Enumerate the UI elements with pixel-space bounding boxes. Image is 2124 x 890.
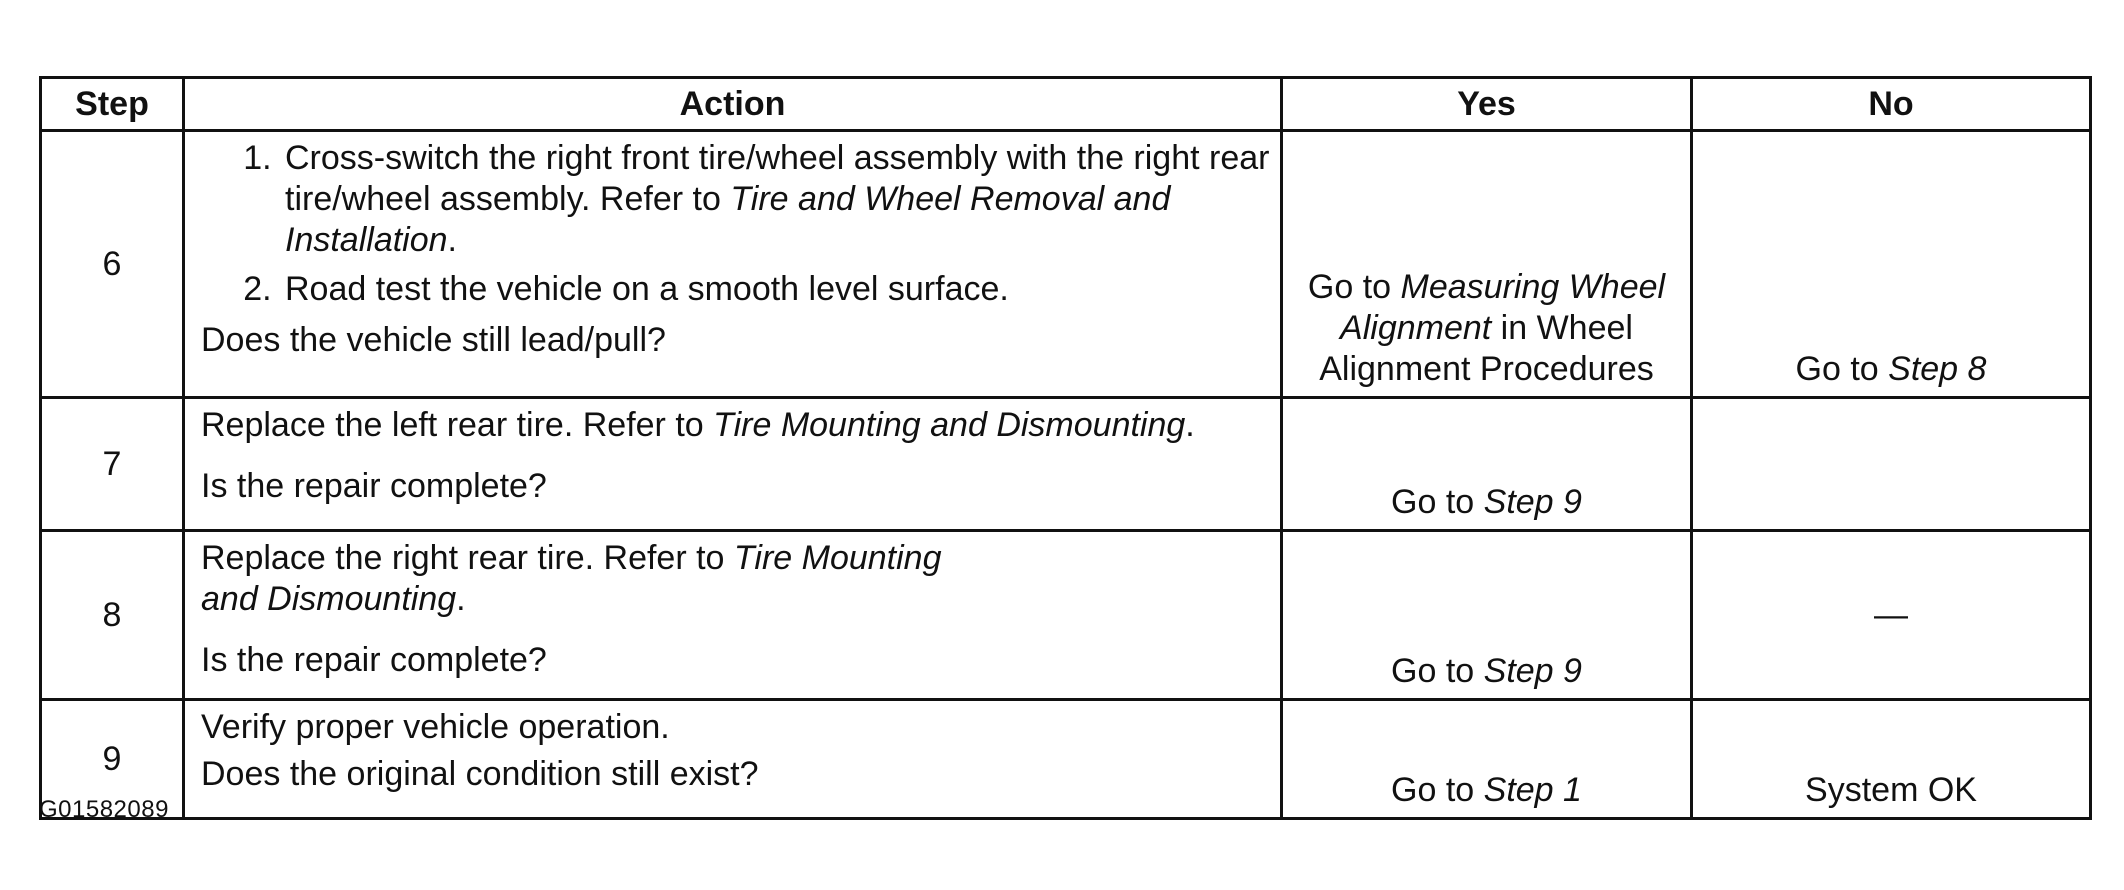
result-text: Go to: [1391, 652, 1484, 690]
action-question: Is the repair complete?: [201, 467, 547, 505]
manual-reference: Tire Mounting and Dismounting: [713, 406, 1186, 444]
table-header-row: [41, 78, 2091, 131]
action-text: Road test the vehicle on a smooth level surface.: [285, 270, 1009, 308]
step-number: 6: [41, 131, 184, 398]
header-step: Step: [41, 78, 184, 131]
action-list-item: [281, 138, 1270, 261]
header-no: No: [1692, 78, 2091, 131]
action-text: Replace the left rear tire. Refer to: [201, 406, 714, 444]
action-text: Replace the right rear tire. Refer to: [201, 539, 734, 577]
result-text: Go to: [1391, 771, 1484, 809]
step-reference: Step 1: [1483, 771, 1582, 809]
action-text: Cross-switch the right front tire/wheel assembly with the right rear tire/wheel assembly. Refer to: [285, 139, 1270, 218]
step-number: 9: [41, 700, 184, 819]
no-result-dash: —: [1692, 531, 2091, 700]
result-text: in Wheel Alignment Procedures: [1319, 309, 1654, 388]
step-reference: Step 9: [1483, 652, 1582, 690]
action-list: [201, 138, 1270, 310]
action-text-block: [201, 405, 1270, 446]
action-text: .: [456, 580, 466, 618]
step-number: 8: [41, 531, 184, 700]
no-result: System OK: [1692, 700, 2091, 819]
table-row-step-7: [41, 398, 2091, 531]
action-text: Verify proper vehicle operation.: [201, 708, 670, 746]
action-cell: [184, 131, 1282, 398]
result-text: Go to: [1307, 268, 1401, 306]
action-text-block: [201, 538, 1270, 620]
action-text: .: [447, 221, 457, 259]
action-question: Does the vehicle still lead/pull?: [201, 321, 666, 359]
step-reference: Step 8: [1888, 350, 1987, 388]
table-row-step-6: [41, 131, 2091, 398]
action-cell: [184, 700, 1282, 819]
action-question: Is the repair complete?: [201, 641, 547, 679]
table-row-step-8: [41, 531, 2091, 700]
manual-reference: Tire and Wheel Removal and Installation: [285, 180, 1171, 259]
action-cell: [184, 398, 1282, 531]
yes-result: [1282, 131, 1692, 398]
no-result: [1692, 398, 2091, 531]
yes-result: [1282, 700, 1692, 819]
manual-reference: Tire Mounting and Dismounting: [201, 539, 942, 618]
result-text: Go to: [1391, 483, 1484, 521]
result-text: Go to: [1795, 350, 1889, 388]
step-number: 7: [41, 398, 184, 531]
action-text: .: [1185, 406, 1195, 444]
diagnostic-table: [39, 76, 2092, 820]
step-reference: Step 9: [1483, 483, 1582, 521]
header-yes: Yes: [1282, 78, 1692, 131]
manual-reference: Measuring Wheel Alignment: [1340, 268, 1666, 347]
header-action: Action: [184, 78, 1282, 131]
action-text-block: [201, 707, 1270, 748]
action-list-item: [281, 269, 1270, 310]
action-question: Does the original condition still exist?: [201, 755, 759, 793]
action-cell: [184, 531, 1282, 700]
yes-result: [1282, 398, 1692, 531]
figure-id: G01582089: [39, 796, 169, 823]
yes-result: [1282, 531, 1692, 700]
no-result: [1692, 131, 2091, 398]
table-row-step-9: [41, 700, 2091, 819]
